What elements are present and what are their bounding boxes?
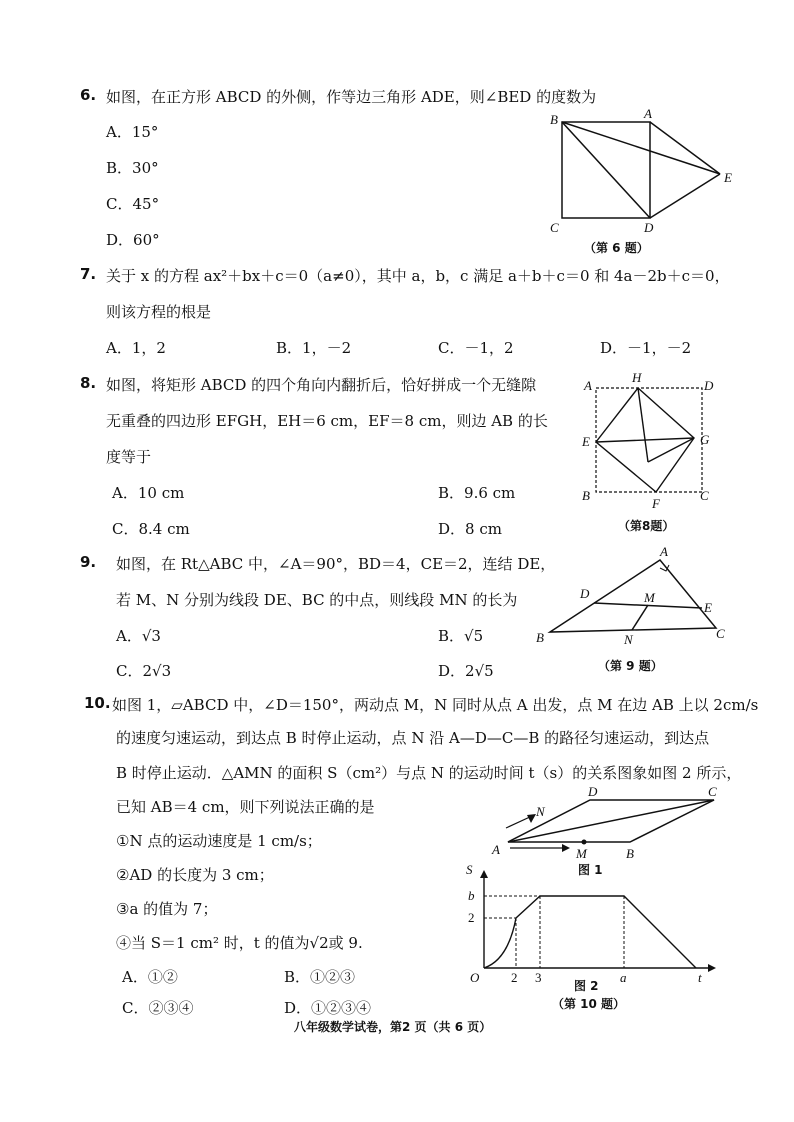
q8-figure bbox=[578, 370, 728, 540]
q10-line2: 的速度匀速运动，到达点 B 时停止运动，点 N 沿 A—D—C—B 的路径匀速运动，到达点 bbox=[116, 729, 710, 747]
q10-arrow-m-head bbox=[562, 844, 570, 852]
q10-fig2-t-arrow bbox=[708, 964, 716, 972]
q10-option-b: B．①②③ bbox=[284, 968, 356, 986]
q7-option-b: B．1，－2 bbox=[276, 339, 352, 357]
q9-option-b: B．√5 bbox=[438, 627, 484, 645]
q9-label-e: E bbox=[704, 600, 712, 615]
q9-figure bbox=[532, 540, 732, 678]
q8-option-d: D．8 cm bbox=[438, 520, 502, 538]
q10-caption: （第 10 题） bbox=[552, 997, 626, 1011]
q6-number: 6. bbox=[80, 86, 97, 104]
q7-option-a: A．1，2 bbox=[106, 339, 166, 357]
q8-label-f: F bbox=[652, 496, 660, 511]
q7-number: 7. bbox=[80, 265, 97, 283]
q10-fig1-label-m: M bbox=[576, 846, 587, 861]
q9-label-d: D bbox=[580, 586, 590, 601]
q10-fig2-label-a: a bbox=[620, 970, 627, 985]
q10-line4: 已知 AB＝4 cm，则下列说法正确的是 bbox=[116, 798, 375, 816]
q9-triangle-abc bbox=[550, 560, 716, 632]
q8-option-b: B．9.6 cm bbox=[438, 484, 516, 502]
q7-option-c: C．－1，2 bbox=[438, 339, 514, 357]
q10-fig2-caption: 图 2 bbox=[574, 979, 599, 993]
q9-stem-line2: 若 M、N 分别为线段 DE、BC 的中点，则线段 MN 的长为 bbox=[116, 591, 518, 609]
q9-label-a: A bbox=[660, 544, 668, 559]
q8-stem-line3: 度等于 bbox=[106, 448, 152, 466]
q10-point-m bbox=[582, 840, 587, 845]
q10-option-c: C．②③④ bbox=[122, 999, 194, 1017]
q7-stem-line1: 关于 x 的方程 ax²＋bx＋c＝0（a≠0），其中 a，b，c 满足 a＋b＋c＝0 和 4a－2b＋c＝0， bbox=[106, 267, 730, 285]
q10-line1: 如图 1，▱ABCD 中，∠D＝150°，两动点 M，N 同时从点 A 出发，点 M 在边 AB 上以 2cm/s bbox=[112, 696, 759, 714]
q9-label-n: N bbox=[624, 632, 633, 647]
q9-option-a: A．√3 bbox=[116, 627, 161, 645]
q6-label-c: C bbox=[550, 220, 559, 235]
q7-option-d: D．－1，－2 bbox=[600, 339, 692, 357]
q8-label-d: D bbox=[704, 378, 714, 393]
page-footer: 八年级数学试卷，第2 页（共 6 页） bbox=[294, 1020, 492, 1034]
q10-fig1-label-d: D bbox=[588, 784, 598, 799]
q9-option-c: C．2√3 bbox=[116, 662, 172, 680]
q6-label-e: E bbox=[724, 170, 732, 185]
q10-fig2-label-b: b bbox=[468, 888, 475, 903]
q6-caption: （第 6 题） bbox=[584, 241, 649, 255]
q10-arrow-n-shaft bbox=[506, 816, 532, 828]
q10-statement-1: ①N 点的运动速度是 1 cm/s； bbox=[116, 832, 322, 850]
q6-option-c: C．45° bbox=[106, 195, 160, 213]
q10-statement-2: ②AD 的长度为 3 cm； bbox=[116, 866, 274, 884]
q9-caption: （第 9 题） bbox=[598, 659, 663, 673]
q8-label-e: E bbox=[582, 434, 590, 449]
q8-option-a: A．10 cm bbox=[112, 484, 185, 502]
q8-caption: （第8题） bbox=[618, 519, 675, 533]
q10-fig1-label-n: N bbox=[536, 804, 545, 819]
q6-option-a: A．15° bbox=[106, 123, 159, 141]
q6-option-d: D．60° bbox=[106, 231, 160, 249]
q8-stem-line1: 如图，将矩形 ABCD 的四个角向内翻折后，恰好拼成一个无缝隙 bbox=[106, 376, 537, 394]
q8-label-h: H bbox=[632, 370, 642, 385]
q10-fig1-label-a: A bbox=[492, 842, 500, 857]
q10-fig2-label-2y: 2 bbox=[468, 910, 475, 925]
q10-fig1-caption: 图 1 bbox=[578, 863, 603, 877]
q6-label-d: D bbox=[644, 220, 654, 235]
q10-fig2-label-t: t bbox=[698, 970, 702, 985]
q9-label-c: C bbox=[716, 626, 725, 641]
q10-fig2-label-s: S bbox=[466, 862, 473, 877]
q9-number: 9. bbox=[80, 553, 97, 571]
q8-label-c: C bbox=[700, 488, 709, 503]
q9-label-m: M bbox=[644, 590, 655, 605]
q8-stem-line2: 无重叠的四边形 EFGH，EH＝6 cm，EF＝8 cm，则边 AB 的长 bbox=[106, 412, 548, 430]
q9-stem-line1: 如图，在 Rt△ABC 中，∠A＝90°，BD＝4，CE＝2，连结 DE， bbox=[116, 555, 556, 573]
q10-fig1-label-b: B bbox=[626, 846, 634, 861]
q9-option-d: D．2√5 bbox=[438, 662, 494, 680]
q6-stem: 如图，在正方形 ABCD 的外侧，作等边三角形 ADE，则∠BED 的度数为 bbox=[106, 88, 597, 106]
q10-fig2-curve bbox=[484, 896, 696, 968]
q8-label-a: A bbox=[584, 378, 592, 393]
q6-line-ae bbox=[650, 122, 720, 174]
q10-statement-3: ③a 的值为 7； bbox=[116, 900, 218, 918]
q10-fig2-label-2t: 2 bbox=[511, 970, 518, 985]
q9-line-mn bbox=[632, 605, 648, 630]
q6-label-b: B bbox=[550, 112, 558, 127]
q10-statement-4: ④当 S＝1 cm² 时，t 的值为√2或 9. bbox=[116, 934, 363, 952]
q10-arrow-n-head bbox=[527, 814, 536, 823]
q10-fig2-s-arrow bbox=[480, 870, 488, 878]
q10-line3: B 时停止运动．△AMN 的面积 S（cm²）与点 N 的运动时间 t（s）的关系图象如图 2 所示， bbox=[116, 764, 742, 782]
q9-label-b: B bbox=[536, 630, 544, 645]
q10-fig1-label-c: C bbox=[708, 784, 717, 799]
q6-figure bbox=[540, 108, 750, 258]
q6-label-a: A bbox=[644, 108, 652, 121]
q8-number: 8. bbox=[80, 374, 97, 392]
q8-label-b: B bbox=[582, 488, 590, 503]
q10-fig2-label-3t: 3 bbox=[535, 970, 542, 985]
q8-option-c: C．8.4 cm bbox=[112, 520, 190, 538]
q10-number: 10. bbox=[84, 694, 111, 712]
q8-label-g: G bbox=[700, 432, 710, 447]
q10-option-d: D．①②③④ bbox=[284, 999, 372, 1017]
q8-line-h bbox=[638, 388, 648, 462]
q10-option-a: A．①② bbox=[122, 968, 178, 986]
q6-line-de bbox=[650, 174, 720, 218]
q10-figure-2 bbox=[448, 860, 728, 1016]
q10-fig2-label-o: O bbox=[470, 970, 480, 985]
q7-stem-line2: 则该方程的根是 bbox=[106, 303, 212, 321]
q6-option-b: B．30° bbox=[106, 159, 159, 177]
q8-line-g bbox=[648, 438, 694, 462]
